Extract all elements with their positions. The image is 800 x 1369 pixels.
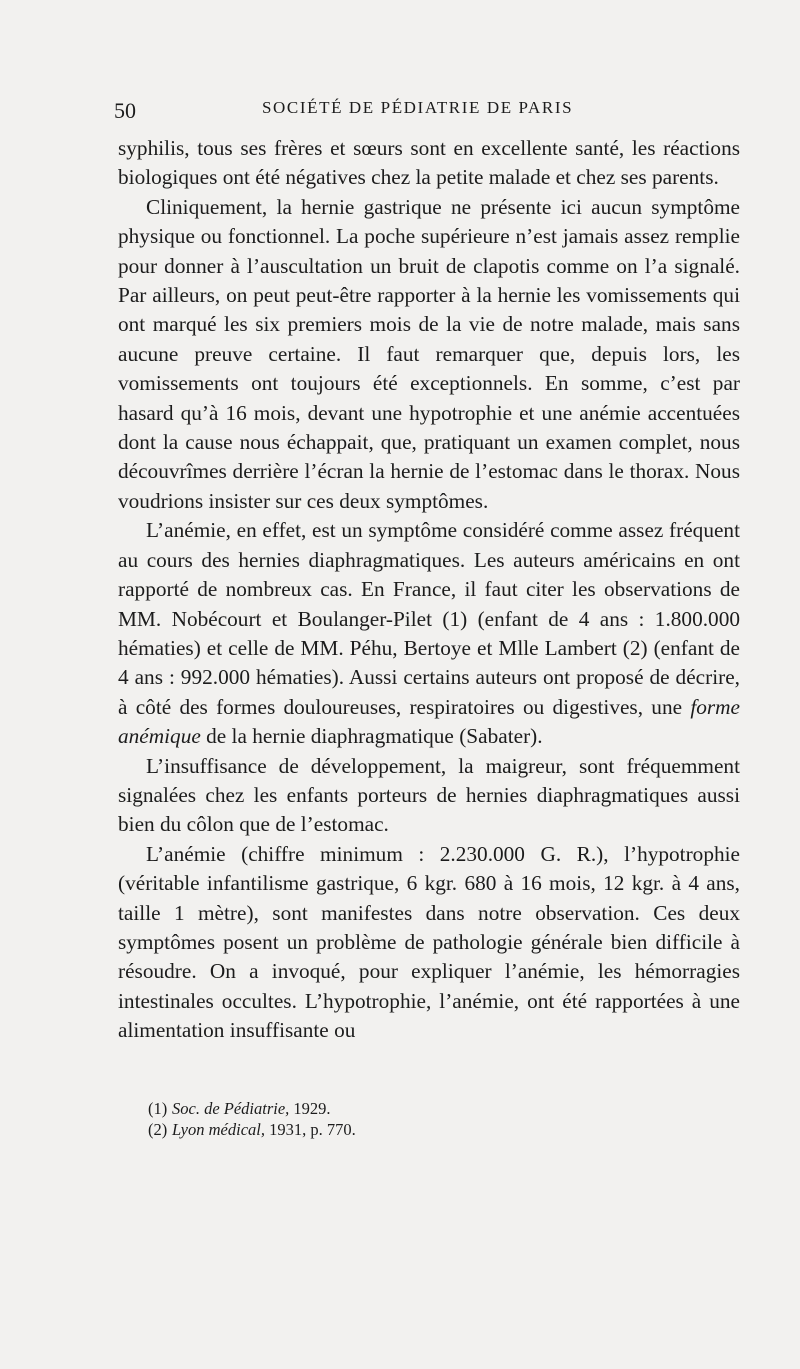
paragraph	[118, 840, 740, 1046]
footnote	[148, 1098, 708, 1119]
text-run: Cliniquement, la hernie gastrique ne présente ici aucun symptôme physique ou fonctionnel. La poche supérieure n’est jamais assez remplie pour donner à l’auscultation un bruit de clapotis comme on l’a signalé. Par ailleurs, on peut peut-être rapporter à la hernie les vomissements qui ont marqué les six premiers mois de la vie de notre malade, mais sans aucune preuve certaine. Il faut remarquer que, depuis lors, les vomissements ont toujours été exceptionnels. En somme, c’est par hasard qu’à 16 mois, devant une hypotrophie et une anémie accentuées dont la cause nous échappait, que, pratiquant un examen complet, nous découvrîmes derrière l’écran la hernie de l’estomac dans le thorax. Nous voudrions insister sur ces deux symptômes.	[118, 194, 740, 513]
text-run: L’insuffisance de développement, la maigreur, sont fréquemment signalées chez les enfants porteurs de hernies diaphragmatiques aussi bien du côlon que de l’estomac.	[118, 753, 740, 837]
text-run: de la hernie diaphragmatique (Sabater).	[200, 724, 543, 749]
footnote-number: (2)	[148, 1120, 168, 1139]
paragraph	[118, 193, 740, 516]
page-header	[114, 94, 740, 128]
paragraph	[118, 134, 740, 193]
italic-text: forme anémique	[118, 694, 740, 749]
paragraph	[118, 516, 740, 751]
text-run: syphilis, tous ses frères et sœurs sont en excellente santé, les réactions biologiques ont été négatives chez la petite malade et chez ses parents.	[118, 136, 740, 190]
text-run: 1929.	[289, 1099, 331, 1118]
italic-text: Lyon médical,	[172, 1120, 265, 1139]
running-title: SOCIÉTÉ DE PÉDIATRIE DE PARIS	[262, 98, 574, 117]
text-run: L’anémie (chiffre minimum : 2.230.000 G. R.), l’hypotrophie (véritable infantilisme gastrique, 6 kgr. 680 à 16 mois, 12 kgr. à 4 ans, taille 1 mètre), sont manifestes dans notre observation. Ces deux symptômes posent un problème de pathologie générale bien difficile à résoudre. On a invoqué, pour expliquer l’anémie, les hémorragies intestinales occultes. L’hypotrophie, l’anémie, ont été rapportées à une alimentation insuffisante ou	[118, 841, 740, 1043]
italic-text: Soc. de Pédiatrie,	[172, 1099, 290, 1118]
footnote-number: (1)	[148, 1099, 168, 1118]
footnotes	[148, 1098, 708, 1140]
text-run: 1931, p. 770.	[265, 1120, 356, 1139]
body-text	[118, 134, 740, 1046]
text-run: L’anémie, en effet, est un symptôme considéré comme assez fréquent au cours des hernies diaphragmatiques. Les auteurs américains en ont rapporté de nombreux cas. En France, il faut citer les observations de MM. Nobécourt et Boulanger-Pilet (1) (enfant de 4 ans : 1.800.000 hématies) et celle de MM. Péhu, Bertoye et Mlle Lambert (2) (enfant de 4 ans : 992.000 hématies). Aussi certains auteurs ont proposé de décrire, à côté des formes douloureuses, respiratoires ou digestives, une	[118, 518, 740, 719]
page-number: 50	[114, 98, 136, 123]
paragraph	[118, 752, 740, 840]
footnote	[148, 1119, 708, 1140]
